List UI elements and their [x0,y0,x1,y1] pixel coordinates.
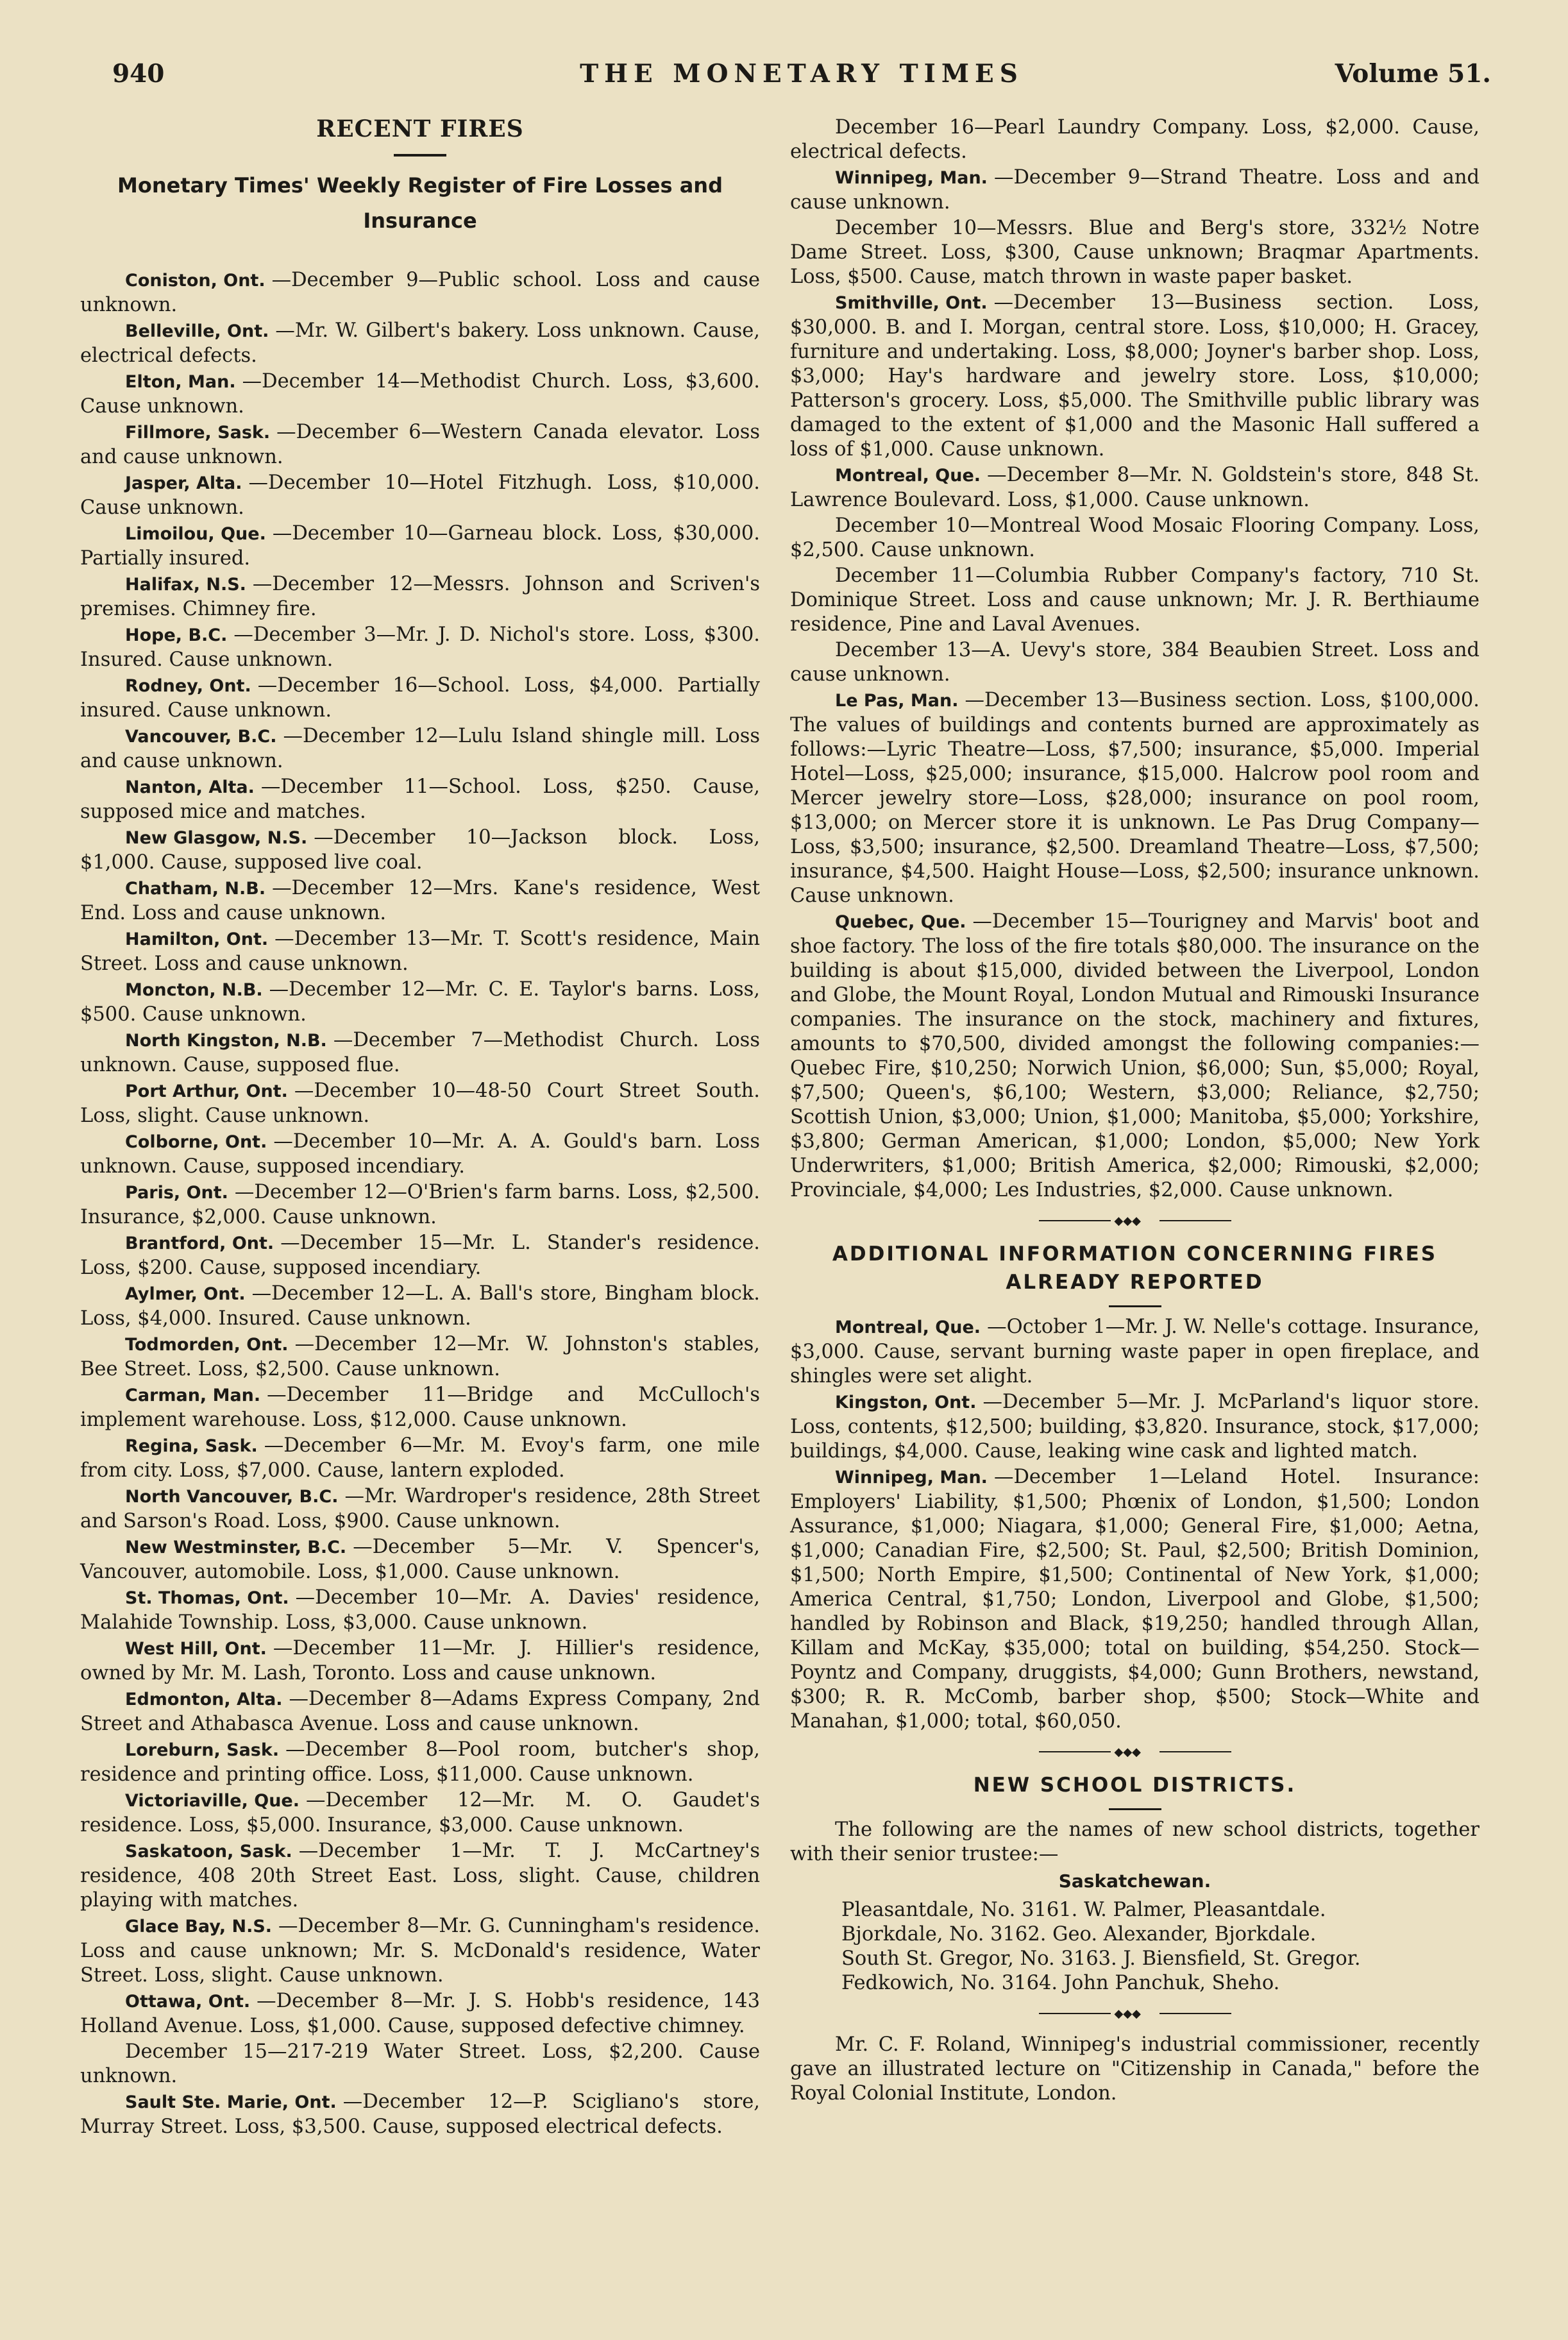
district-item: Pleasantdale, No. 3161. W. Palmer, Pleasantdale. [841,1899,1326,1921]
entry-text: —December 5—Mr. V. Spencer's, Vancouver, automobile. Loss, $1,000. Cause unknown. [80,1536,760,1583]
entry-place: Montreal, Que. [835,466,981,486]
fire-entry [790,291,1479,462]
entry-place: Rodney, Ont. [125,676,251,696]
section-ornament [1039,1745,1231,1758]
fire-entry [80,1535,760,1584]
district-item: South St. Gregor, No. 3163. J. Biensfield, St. Gregor. [841,1947,1361,1970]
fire-entry [790,514,1479,563]
entry-text: —December 8—Mr. G. Cunningham's residence. Loss and cause unknown; Mr. S. McDonald's residence, Water Street. Loss, slight. Cause unknown. [80,1915,760,1987]
entry-place: New Glasgow, N.S. [125,828,308,848]
fire-entry [80,674,760,723]
entry-place: Jasper, Alta. [125,473,242,493]
section-rule [1109,1305,1161,1307]
additional-entries-list [790,1315,1479,1734]
fire-entry [80,1130,760,1179]
entry-text: —December 10—Garneau block. Loss, $30,000. Partially insured. [80,522,760,570]
section-ornament [1039,2007,1231,2020]
recent-fires-title: RECENT FIRES [316,115,524,142]
entry-text: —December 10—Mr. A. Davies' residence, Malahide Township. Loss, $3,000. Cause unknown. [80,1586,760,1634]
fire-entry [80,1434,760,1483]
entry-text: —December 12—O'Brien's farm barns. Loss, $2,500. Insurance, $2,000. Cause unknown. [80,1181,760,1228]
fire-entry [80,1484,760,1534]
entry-text: —October 1—Mr. J. W. Nelle's cottage. Insurance, $3,000. Cause, servant burning waste paper in open fireplace, and shingles were set alight. [790,1316,1479,1387]
entry-place: Chatham, N.B. [125,879,266,899]
entry-place: Ottawa, Ont. [125,1992,251,2012]
fire-entry [790,115,1479,164]
fire-entry [790,688,1479,908]
page-header [112,59,1491,98]
entry-text: —December 6—Western Canada elevator. Loss and cause unknown. [80,421,760,468]
fire-entry [80,1180,760,1230]
entry-text: December 10—Montreal Wood Mosaic Flooring Company. Loss, $2,500. Cause unknown. [790,514,1479,561]
fire-entry [80,1231,760,1280]
entry-place: Coniston, Ont. [125,271,266,291]
entry-text: —December 8—Mr. J. S. Hobb's residence, 143 Holland Avenue. Loss, $1,000. Cause, supposed defective chimney. [80,1990,760,2037]
fire-entry [790,638,1479,687]
entry-place: Winnipeg, Man. [835,1468,988,1488]
school-districts-title: NEW SCHOOL DISTRICTS. [973,1774,1297,1797]
entry-text: —December 8—Pool room, butcher's shop, residence and printing office. Loss, $11,000. Cause unknown. [80,1738,760,1786]
fire-entry [80,1079,760,1128]
fire-entry [80,572,760,622]
entry-text: —December 13—Business section. Loss, $30,000. B. and I. Morgan, central store. Loss, $10,000; H. Gracey, furniture and undertaking. Loss, $8,000; Joyner's barber shop. Loss, $3,000; Hay's hardware and jewelry store. Loss, $10,000; Patterson's grocery. Loss, $5,000. The Smithville public library was damaged to the extent of $1,000 and the Masonic Hall suffered a loss of $1,000. Cause unknown. [790,291,1479,461]
entry-text: —December 8—Adams Express Company, 2nd Street and Athabasca Avenue. Loss and cause unknown. [80,1688,760,1735]
fire-entry [790,463,1479,513]
fire-entry [790,1315,1479,1389]
ornament-part: ◆◆◆ [1114,2007,1142,2021]
entry-text: —December 14—Methodist Church. Loss, $3,600. Cause unknown. [80,370,760,418]
fire-entry [80,1383,760,1432]
entry-text: —December 9—Public school. Loss and cause unknown. [80,269,760,316]
fire-entry [80,319,760,368]
fire-entry [790,165,1479,215]
entry-text: —December 12—Mr. W. Johnston's stables, Bee Street. Loss, $2,500. Cause unknown. [80,1333,760,1380]
fire-entry [80,268,760,318]
fire-entry [80,775,760,824]
entry-place: Carman, Man. [125,1386,261,1405]
entry-text: —December 7—Methodist Church. Loss unknown. Cause, supposed flue. [80,1029,760,1076]
masthead: THE MONETARY TIMES [580,59,1024,89]
fire-entry [80,826,760,875]
entry-place: Hope, B.C. [125,625,228,645]
entry-text: —December 10—Mr. A. A. Gould's barn. Loss unknown. Cause, supposed incendiary. [80,1130,760,1178]
fire-entry [80,623,760,672]
entry-text: —December 12—Messrs. Johnson and Scriven's premises. Chimney fire. [80,573,760,620]
entry-place: Winnipeg, Man. [835,168,988,188]
fire-entries-continued [790,115,1479,1203]
district-item: Bjorkdale, No. 3162. Geo. Alexander, Bjorkdale. [841,1923,1317,1946]
entry-text: December 13—A. Uevy's store, 384 Beaubien Street. Loss and cause unknown. [790,639,1479,686]
entry-place: Kingston, Ont. [835,1393,977,1412]
entry-place: Smithville, Ont. [835,293,988,313]
entry-text: December 11—Columbia Rubber Company's factory, 710 St. Dominique Street. Loss and cause unknown; Mr. J. R. Berthiaume residence, Pine and Laval Avenues. [790,564,1479,636]
fire-entry [790,1465,1479,1734]
school-intro: The following are the names of new school districts, together with their senior trustee:— [790,1819,1479,1865]
entry-place: Vancouver, B.C. [125,727,277,747]
entry-text: —December 12—Lulu Island shingle mill. Loss and cause unknown. [80,725,760,772]
fire-entry [80,1636,760,1686]
entry-place: St. Thomas, Ont. [125,1588,289,1608]
fire-entry [80,876,760,926]
entry-place: Nanton, Alta. [125,777,255,797]
entry-place: North Kingston, N.B. [125,1031,327,1051]
ornament-part [1039,1220,1111,1221]
entry-place: Elton, Man. [125,372,236,392]
entry-text: —December 1—Leland Hotel. Insurance: Employers' Liability, $1,500; Phœnix of London, $1,500; London Assurance, $1,000; Niagara, $1,000; General Fire, $1,000; Aetna, $1,000; Canadian Fire, $2,500; St. Paul, $2,500; British Dominion, $1,500; North Empire, $1,500; Continental of New York, $1,000; America Central, $1,750; London, Liverpool and Globe, $1,500; handled by Robinson and Black, $19,250; handled through Allan, Killam and McKay, $35,000; total on building, $54,250. Stock—Poyntz and Company, druggists, $4,000; Gunn Brothers, newstand, $300; R. R. McComb, barber shop, $500; Stock—White and Manahan, $1,000; total, $60,050. [790,1466,1479,1733]
fire-entry [80,1687,760,1736]
entry-place: Belleville, Ont. [125,321,269,341]
fire-entry [790,216,1479,289]
entry-place: Hamilton, Ont. [125,929,269,949]
district-item: Fedkowich, No. 3164. John Panchuk, Sheho. [841,1972,1280,1994]
entry-place: Regina, Sask. [125,1436,258,1456]
entry-place: Halifax, N.S. [125,575,246,595]
entry-place: Port Arthur, Ont. [125,1081,288,1101]
entry-place: Quebec, Que. [835,912,966,932]
entry-place: Victoriaville, Que. [125,1791,300,1811]
entry-place: Loreburn, Sask. [125,1740,280,1760]
entry-place: Limoilou, Que. [125,524,266,544]
fire-entry [790,910,1479,1203]
fire-entry [80,1028,760,1078]
fire-entry [80,369,760,419]
ornament-part [1159,2013,1231,2014]
entry-place: Montreal, Que. [835,1318,981,1337]
volume-label: Volume 51. [1335,59,1491,89]
ornament-part: ◆◆◆ [1114,1745,1142,1759]
entry-text: —December 8—Mr. N. Goldstein's store, 848 St. Lawrence Boulevard. Loss, $1,000. Cause unknown. [790,464,1479,511]
entry-text: —December 12—Mr. M. O. Gaudet's residence. Loss, $5,000. Insurance, $3,000. Cause unknown. [80,1789,760,1836]
entry-text: —December 10—48-50 Court Street South. Loss, slight. Cause unknown. [80,1080,760,1127]
entry-text: —December 9—Strand Theatre. Loss and and cause unknown. [790,166,1479,214]
entry-text: —December 6—Mr. M. Evoy's farm, one mile from city. Loss, $7,000. Cause, lantern exploded. [80,1434,760,1482]
entry-place: Aylmer, Ont. [125,1284,246,1304]
fire-entries-list [80,268,760,2139]
district-list [790,1898,1479,1996]
entry-text: —December 11—School. Loss, $250. Cause, supposed mice and matches. [80,776,760,823]
entry-place: Moncton, N.B. [125,980,263,1000]
fire-entry [80,2040,760,2089]
fire-entry [80,420,760,470]
fire-entry [80,1989,760,2039]
fire-entry [80,471,760,520]
entry-text: —December 15—Tourigney and Marvis' boot and shoe factory. The loss of the fire totals $80,000. The insurance on the building is about $15,000, divided between the Liverpool, London and Globe, the Mount Royal, London Mutual and Rimouski Insurance companies. The insurance on the stock, machinery and fixtures, amounts to $70,500, divided amongst the following companies:—Quebec Fire, $10,250; Norwich Union, $6,000; Sun, $5,000; Royal, $7,500; Queen's, $6,100; Western, $3,000; Reliance, $2,750; Scottish Union, $3,000; Union, $1,000; Manitoba, $5,000; Yorkshire, $3,800; German American, $1,000; London, $5,000; New York Underwriters, $1,000; British America, $2,000; Rimouski, $2,000; Provinciale, $4,000; Les Industries, $2,000. Cause unknown. [790,910,1479,1201]
entry-text: —December 11—Mr. J. Hillier's residence, owned by Mr. M. Lash, Toronto. Loss and cause unknown. [80,1637,760,1684]
entry-place: West Hill, Ont. [125,1639,267,1659]
entry-text: —December 1—Mr. T. J. McCartney's residence, 408 20th Street East. Loss, slight. Cause, children playing with matches. [80,1840,760,1912]
entry-text: —December 10—Hotel Fitzhugh. Loss, $10,000. Cause unknown. [80,471,760,519]
entry-place: Le Pas, Man. [835,691,959,711]
entry-text: —December 12—Mrs. Kane's residence, West End. Loss and cause unknown. [80,877,760,924]
entry-place: Saskatoon, Sask. [125,1842,292,1861]
entry-text: —December 13—Mr. T. Scott's residence, Main Street. Loss and cause unknown. [80,928,760,975]
register-subtitle: Monetary Times' Weekly Register of Fire Losses and Insurance [117,173,723,233]
fire-entry [80,1586,760,1635]
entry-text: December 15—217-219 Water Street. Loss, $2,200. Cause unknown. [80,2040,760,2087]
entry-text: —December 12—L. A. Ball's store, Bingham block. Loss, $4,000. Insured. Cause unknown. [80,1282,760,1330]
ornament-part [1159,1751,1231,1752]
entry-text: —December 3—Mr. J. D. Nichol's store. Loss, $300. Insured. Cause unknown. [80,623,760,671]
province-heading: Saskatchewan. [1058,1870,1211,1892]
entry-text: —December 15—Mr. L. Stander's residence. Loss, $200. Cause, supposed incendiary. [80,1232,760,1279]
fire-entry [80,978,760,1027]
entry-text: —December 11—Bridge and McCulloch's implement warehouse. Loss, $12,000. Cause unknown. [80,1384,760,1431]
page-number: 940 [112,59,165,89]
section-rule [1109,1808,1161,1810]
ornament-part [1039,1751,1111,1752]
section-ornament [1039,1214,1231,1227]
closing-paragraph: Mr. C. F. Roland, Winnipeg's industrial commissioner, recently gave an illustrated lecture on "Citizenship in Canada," before the Royal Colonial Institute, London. [790,2033,1479,2105]
entry-place: Todmorden, Ont. [125,1335,289,1355]
entry-text: December 16—Pearl Laundry Company. Loss, $2,000. Cause, electrical defects. [790,116,1479,163]
entry-place: Colborne, Ont. [125,1132,267,1152]
entry-text: —December 16—School. Loss, $4,000. Partially insured. Cause unknown. [80,674,760,722]
entry-text: —December 10—Jackson block. Loss, $1,000. Cause, supposed live coal. [80,826,760,874]
entry-text: —December 12—Mr. C. E. Taylor's barns. Loss, $500. Cause unknown. [80,978,760,1026]
entry-place: Edmonton, Alta. [125,1690,283,1709]
fire-entry [80,1788,760,1838]
entry-text: —December 5—Mr. J. McParland's liquor store. Loss, contents, $12,500; building, $3,820. Insurance, stock, $17,000; buildings, $4,000. Cause, leaking wine cask and lighted match. [790,1391,1479,1462]
entry-text: —December 13—Business section. Loss, $100,000. The values of buildings and contents burned are approximately as follows:—Lyric Theatre—Loss, $7,500; insurance, $5,000. Imperial Hotel—Loss, $25,000; insurance, $15,000. Halcrow pool room and Mercer jewelry store—Loss, $28,000; insurance on pool room, $13,000; on Mercer store it is unknown. Le Pas Drug Company—Loss, $3,500; insurance, $2,500. Dreamland Theatre—Loss, $7,500; insurance, $4,500. Haight House—Loss, $2,500; insurance unknown. Cause unknown. [790,689,1479,907]
entry-place: Sault Ste. Marie, Ont. [125,2092,337,2112]
ornament-part [1159,1220,1231,1221]
right-column [790,115,1479,2106]
fire-entry [80,2090,760,2139]
title-rule [394,154,446,157]
entry-text: December 10—Messrs. Blue and Berg's store, 332½ Notre Dame Street. Loss, $300, Cause unknown; Braqmar Apartments. Loss, $500. Cause, match thrown in waste paper basket. [790,217,1479,288]
entry-place: North Vancouver, B.C. [125,1487,339,1507]
left-column [80,115,760,2141]
entry-place: Brantford, Ont. [125,1234,274,1253]
entry-place: Glace Bay, N.S. [125,1917,273,1937]
fire-entry [80,1282,760,1331]
fire-entry [80,1738,760,1787]
entry-place: Fillmore, Sask. [125,423,271,443]
entry-place: Paris, Ont. [125,1183,228,1203]
entry-text: —December 12—P. Scigliano's store, Murray Street. Loss, $3,500. Cause, supposed electrical defects. [80,2090,760,2138]
entry-text: —Mr. Wardroper's residence, 28th Street and Sarson's Road. Loss, $900. Cause unknown. [80,1485,760,1532]
ornament-part [1039,2013,1111,2014]
additional-info-title: ADDITIONAL INFORMATION CONCERNING FIRES ALREADY REPORTED [832,1242,1438,1294]
fire-entry [80,927,760,976]
fire-entry [80,1332,760,1382]
entry-text: —Mr. W. Gilbert's bakery. Loss unknown. Cause, electrical defects. [80,319,760,367]
ornament-part: ◆◆◆ [1114,1214,1142,1228]
fire-entry [790,564,1479,637]
fire-entry [80,1839,760,1913]
fire-entry [80,521,760,571]
fire-entry [80,1914,760,1988]
fire-entry [80,724,760,774]
entry-place: New Westminster, B.C. [125,1538,347,1557]
fire-entry [790,1390,1479,1464]
